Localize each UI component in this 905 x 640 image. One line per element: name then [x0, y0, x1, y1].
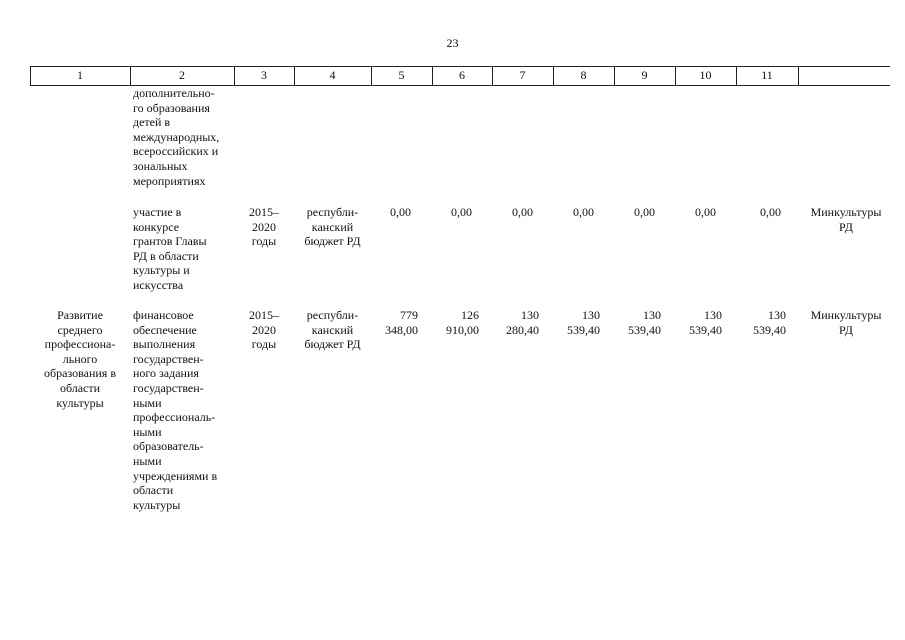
- page-number: 23: [446, 36, 459, 50]
- column-header-3: 3: [261, 68, 267, 82]
- table-cell-amount: 130 539,40: [628, 308, 661, 337]
- table-cell-amount: 130 280,40: [506, 308, 539, 337]
- column-header-11: 11: [761, 68, 773, 82]
- table-cell-amount: 130 539,40: [689, 308, 722, 337]
- table-cell-amount: 0,00: [390, 205, 411, 219]
- column-header-10: 10: [699, 68, 712, 82]
- header-top-border: [30, 66, 890, 67]
- table-row-section: Развитие среднего профессиона- льного образования в области культуры: [44, 308, 116, 410]
- column-header-5: 5: [398, 68, 405, 82]
- table-cell-amount: 0,00: [451, 205, 472, 219]
- table-cell-amount: 130 539,40: [567, 308, 600, 337]
- table-cell-amount: 779 348,00: [385, 308, 418, 337]
- table-cell-amount: 0,00: [512, 205, 533, 219]
- table-row-years: 2015– 2020 годы: [249, 205, 279, 249]
- table-cell-amount: 0,00: [760, 205, 781, 219]
- table-row-funding-source: республи- канский бюджет РД: [304, 205, 361, 249]
- table-cell-amount: 126 910,00: [446, 308, 479, 337]
- table-row-executor: Минкультуры РД: [810, 205, 882, 234]
- column-header-2: 2: [179, 68, 185, 82]
- table-row-funding-source: республи- канский бюджет РД: [304, 308, 361, 352]
- column-header-6: 6: [459, 68, 465, 82]
- column-header-1: 1: [77, 68, 83, 82]
- table-row-activity: дополнительно- го образования детей в международных, всероссийских и зональных мероприятиях: [133, 86, 220, 188]
- table-row-years: 2015– 2020 годы: [249, 308, 279, 352]
- column-header-4: 4: [329, 68, 336, 82]
- column-header-9: 9: [641, 68, 648, 82]
- table-cell-amount: 0,00: [573, 205, 594, 219]
- table-cell-amount: 0,00: [634, 205, 655, 219]
- table-row-executor: Минкультуры РД: [810, 308, 882, 337]
- table-cell-amount: 0,00: [695, 205, 716, 219]
- table-row-activity: участие в конкурсе грантов Главы РД в области культуры и искусства: [133, 205, 207, 292]
- table-row-activity: финансовое обеспечение выполнения государствен- ного задания государствен- ными профессиональ- ными образователь- ными учреждениями в области культуры: [133, 308, 218, 512]
- column-header-7: 7: [519, 68, 526, 82]
- table-cell-amount: 130 539,40: [753, 308, 786, 337]
- column-header-8: 8: [580, 68, 587, 82]
- column-divider: [798, 66, 799, 85]
